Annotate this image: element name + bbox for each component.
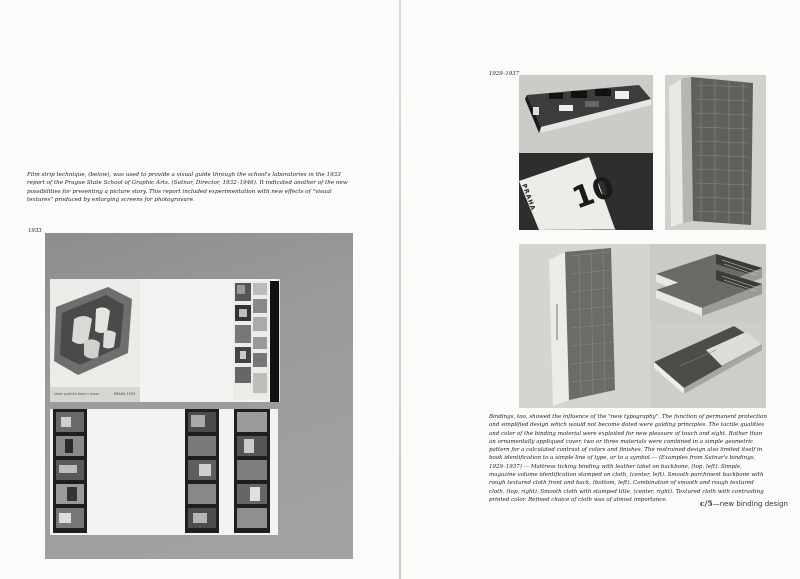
binding-photo-top-left — [519, 75, 653, 153]
cover-year-text: PRAHA 1933 — [114, 392, 136, 396]
film-strip-lower-right — [234, 409, 270, 533]
cover-small-text: statni grafická škola v praze — [54, 392, 99, 396]
cover-page — [50, 279, 140, 402]
binding-photo-center-left — [519, 153, 653, 230]
left-caption: Film strip technique, (below), was used to provide a visual guide through the school's laboratories in the 1933 report of the Prague State School of Graphic Arts. (Sutnar, Director, 1932–1946). It indicated another of the new possibilities for presenting a picture story. This report included experimentation with new effects of "visual textures" produced by enlarging screens for photogravure. — [27, 172, 348, 204]
report-photo — [45, 233, 353, 559]
blank-page-1 — [140, 279, 235, 402]
year-label-1933: 1933 — [28, 228, 42, 234]
book-title-praha: PRAHA — [520, 183, 537, 213]
folio — [700, 499, 788, 508]
binding-photo-top-right — [665, 75, 766, 230]
folio-title: —new binding design — [712, 500, 788, 508]
svg-text:10: 10 — [567, 169, 619, 217]
cover-3d-type — [50, 279, 140, 402]
binding-photo-center-right — [650, 244, 766, 322]
year-label-1929-1937: 1929–1937 — [489, 71, 520, 77]
film-strip-lower-mid — [185, 409, 219, 533]
film-strip-lower-left — [53, 409, 87, 533]
film-strip-upper — [233, 281, 269, 400]
binding-photo-bottom-left — [519, 244, 650, 408]
folio-code: c/5 — [700, 499, 713, 508]
right-caption: Bindings, too, showed the influence of the "new typography". The function of permanent protection and simplified design which would not become dated were guiding principles. The tactile qualities and color of the binding material were exploited for new pleasure of touch and sight. Rather than an ornamentally appliqued cover, two or three materials were combined in a simple geometric pattern for a calculated contrast of colors and finishes. The restrained design also limited itself in book identification to a simple line of type, or to a symbol.— (Examples from Sutnar's bindings, 1929–1937) — Mattress ticking binding with leather label on backbone, (top, left). Simple, magazine volume identification stamped on cloth, (center, left). Smooth parchment backbone with rough textured cloth front and back, (bottom, left). Combination of smooth and rough textured cloth, (top, right). Smooth cloth with stamped title, (center, right). Textured cloth with contrasting printed color. Refined choice of cloth was of almost importance. — [489, 414, 767, 503]
film-strip-divider — [270, 281, 279, 402]
binding-photo-bottom-right — [650, 322, 766, 408]
